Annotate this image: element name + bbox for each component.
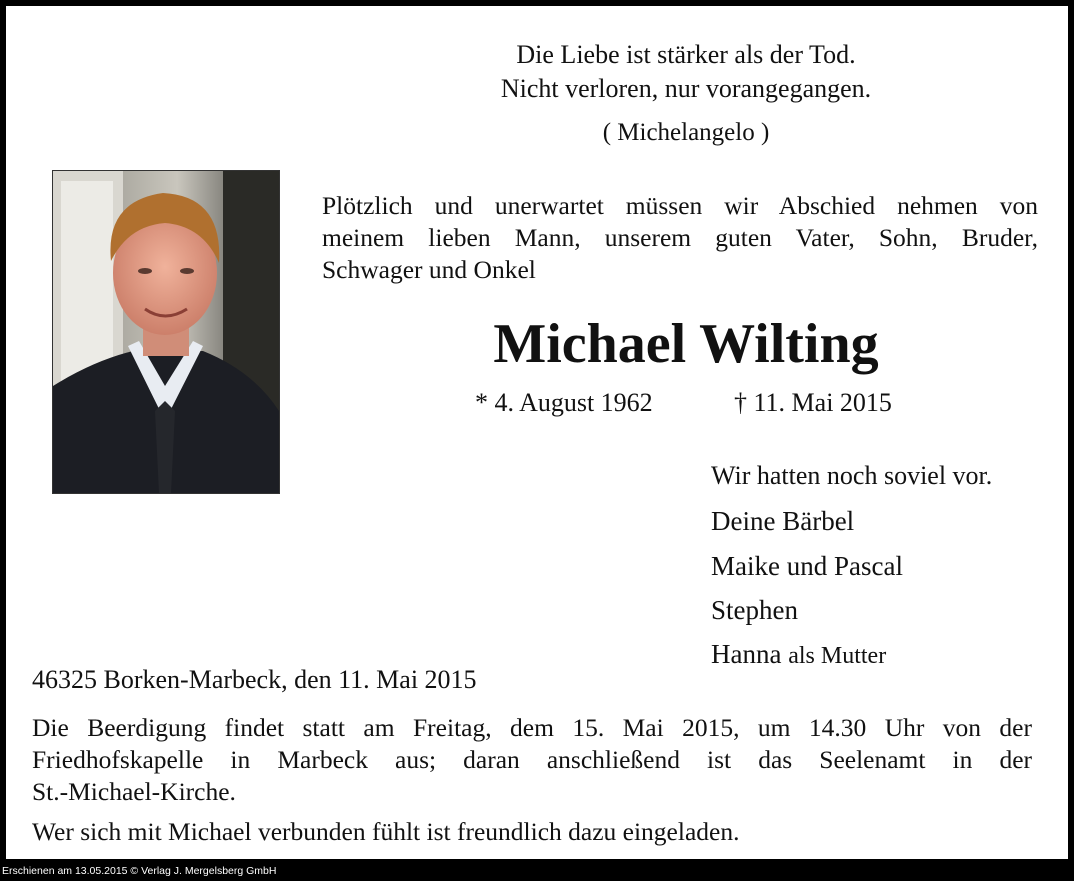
intro-line-2: meinem lieben Mann, unserem guten Vater, Sohn, Bruder, (322, 223, 1038, 252)
portrait-photo (52, 170, 280, 494)
invitation-text: Wer sich mit Michael verbunden fühlt ist freundlich dazu eingeladen. (32, 817, 740, 846)
death-date: † 11. Mai 2015 (734, 388, 892, 417)
motto-line-1: Die Liebe ist stärker als der Tod. (516, 40, 856, 69)
funeral-line-1: Die Beerdigung findet statt am Freitag, dem 15. Mai 2015, um 14.30 Uhr von der (32, 713, 1032, 742)
mourner-name: Maike und Pascal (711, 551, 903, 581)
mourner-name-last (711, 639, 886, 670)
mourner-name: Deine Bärbel (711, 506, 855, 536)
publication-footer: Erschienen am 13.05.2015 © Verlag J. Mergelsberg GmbH (2, 865, 277, 877)
birth-date: * 4. August 1962 (475, 388, 653, 417)
motto-line-2: Nicht verloren, nur vorangegangen. (500, 74, 872, 103)
place-date: 46325 Borken-Marbeck, den 11. Mai 2015 (32, 665, 477, 694)
mourner-last-suffix: als Mutter (788, 643, 887, 669)
intro-line-1: Plötzlich und unerwartet müssen wir Abschied nehmen von (322, 191, 1038, 220)
mourners-quote: Wir hatten noch soviel vor. (711, 461, 993, 490)
motto-author: ( Michelangelo ) (602, 119, 770, 146)
obituary-card (6, 6, 1068, 859)
intro-line-3: Schwager und Onkel (322, 255, 536, 284)
mourner-name: Stephen (711, 595, 798, 625)
funeral-line-2: Friedhofskapelle in Marbeck aus; daran anschließend ist das Seelenamt in der (32, 745, 1032, 774)
funeral-line-3: St.-Michael-Kirche. (32, 777, 236, 806)
deceased-name: Michael Wilting (493, 313, 879, 375)
mourner-last-name: Hanna (711, 639, 782, 669)
portrait-image (53, 171, 279, 493)
